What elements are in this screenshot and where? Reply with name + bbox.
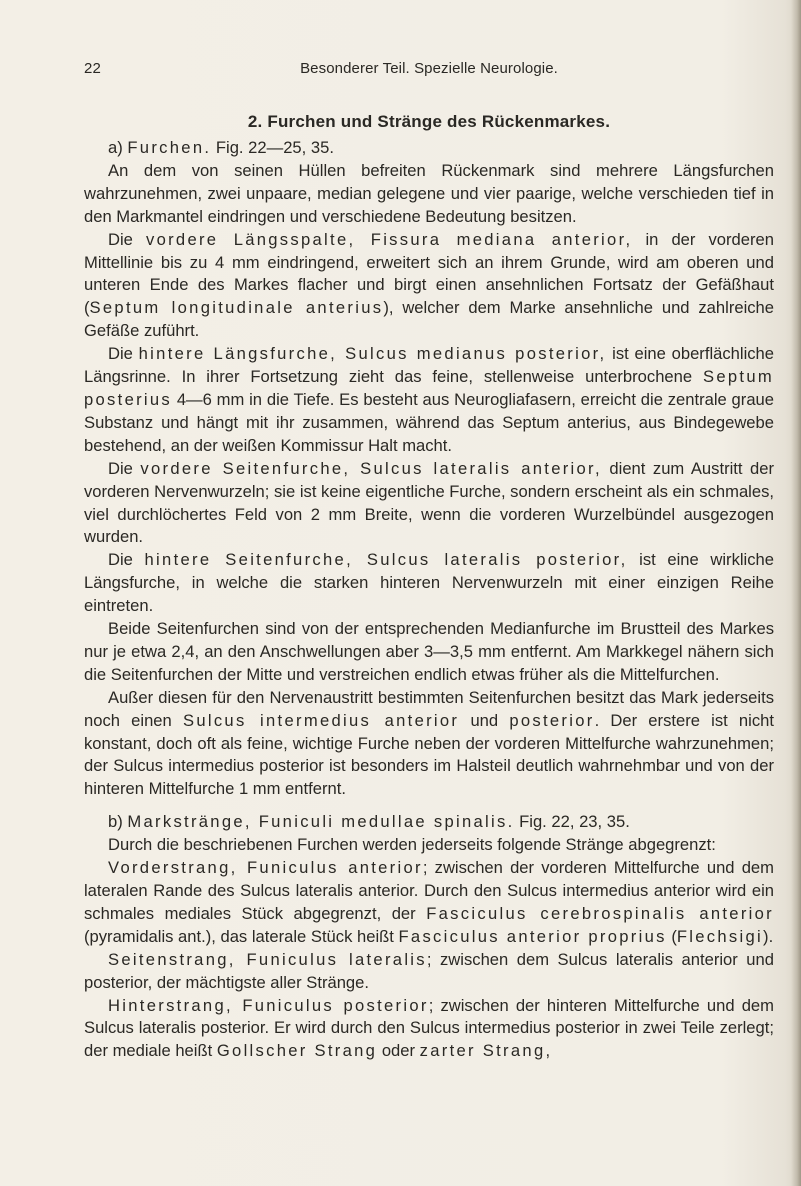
spaced-term: Hinterstrang, Funiculus posterior [108,995,429,1015]
spaced-term: Gollscher Strang [216,1041,378,1061]
paragraph [84,458,774,550]
running-title: Besonderer Teil. Spezielle Neurologie. [300,60,558,77]
text-run: Fig. 22, 23, 35. [514,812,630,832]
text-run: ). [763,926,774,946]
text-run: b) [108,812,128,832]
section-title: 2. Furchen und Stränge des Rückenmarkes. [247,112,611,131]
text-run: 4—6 mm in die Tiefe. Es besteht aus Neurogliafasern, erreicht die zentrale graue Substanz und hängt mit ihr zusammen, während das Septum anterius, aus Bindegewebe bestehend, an der weißen Kommissur Halt macht. [84,389,774,455]
text-run: Die [108,458,141,478]
spaced-term: Furchen. [127,138,212,157]
spaced-term: vordere Längsspalte, Fissura mediana anterior, [145,229,633,249]
paragraph [84,137,774,160]
text-run: (pyramidalis ant.), das laterale Stück heißt [84,926,399,946]
page-number: 22 [84,60,101,77]
text-run: in der vorderen Mittellinie bis zu 4 mm eindringend, erweitert sich an ihrem Grunde, wird am oberen und unteren Ende des Markes flacher und birgt einen ansehnlichen Fortsatz der Gefäßhaut ( [84,229,774,318]
spaced-term: Flechsigi [676,926,764,946]
spaced-term: Fasciculus anterior proprius [398,926,667,946]
text-run: a) [108,138,128,157]
spaced-term: Septum longitudinale anterius [89,298,384,318]
text-run: ; zwischen der vorderen Mittelfurche und dem lateralen Rande des Sulcus lateralis anterior. Durch den Sulcus intermedius anterior wird ein schmales mediales Stück abgegrenzt, der [84,858,774,923]
page-body [84,110,774,1063]
text-run: Die [108,550,145,570]
text-run: An dem von seinen Hüllen befreiten Rückenmark sind mehrere Längsfurchen wahrzunehmen, zwei unpaare, median gelegene und vier paarige, welche verschieden tief in den Markmantel eindringen und verschiedene Bedeutung besitzen. [84,160,774,226]
text-run: Die [108,344,139,364]
spaced-term: Seitenstrang, Funiculus lateralis [108,949,427,969]
text-run: Beide Seitenfurchen sind von der entsprechenden Medianfurche im Brustteil des Markes nur je etwa 2,4, an den Anschwellungen aber 3—3,5 mm entfernt. Am Markkegel nähern sich die Seitenfurchen der Mitte und verstreichen endlich etwas früher als die Mittelfurchen. [84,619,774,684]
paragraph [84,949,774,995]
spaced-term: Sulcus intermedius anterior [182,710,460,730]
text-run: ( [666,926,677,946]
spaced-term: vordere Seitenfurche, Sulcus lateralis anterior, [140,458,602,478]
spaced-term: Fasciculus cerebrospinalis anterior [426,903,774,923]
text-run: Außer diesen für den Nervenaustritt bestimmten Seitenfurchen besitzt das Mark jederseits noch einen [84,687,774,730]
text-run: ist eine wirkliche Längsfurche, in welche die starken hinteren Nervenwurzeln mit einer einzigen Reihe eintreten. [84,550,774,616]
text-run: und [459,710,510,730]
spaced-term: Vorderstrang, Funiculus anterior [108,858,423,878]
text-run: ), welcher dem Marke ansehnliche und zahlreiche Gefäße zuführt. [84,298,775,341]
paragraph [84,549,774,618]
spaced-term: hintere Längsfurche, Sulcus medianus posterior, [138,344,607,364]
paragraph [84,618,774,687]
paragraph [84,229,774,344]
paragraph [84,995,774,1064]
paragraphs [84,137,774,1063]
paragraph [84,857,774,949]
text-run: ist eine oberflächliche Längsrinne. In ihrer Fortsetzung zieht das feine, stellenweise unterbrochene [84,344,775,387]
spaced-term: Markstränge, Funiculi medullae spinalis. [127,812,515,832]
paragraph [84,687,774,802]
spaced-term: zarter Strang, [419,1041,553,1061]
paragraph [84,834,774,857]
text-run: Durch die beschriebenen Furchen werden jederseits folgende Stränge abgegrenzt: [108,835,716,855]
text-run: Fig. 22—25, 35. [211,138,334,157]
text-run: dient zum Austritt der vorderen Nervenwurzeln; sie ist keine eigentliche Furche, sondern erscheint als ein schmales, viel durchlöchertes Feld von 2 mm Breite, wenn die vorderen Wurzelbündel ausgezogen wurden. [84,458,774,547]
text-run: . Der erstere ist nicht konstant, doch oft als feine, wichtige Furche neben der vorderen Mittelfurche wahrzunehmen; der Sulcus intermedius posterior ist besonders im Halsteil deutlich wahrnehmbar und von der hinteren Mittelfurche 1 mm entfernt. [84,710,774,799]
spaced-term: posterior [509,710,595,730]
spaced-term: hintere Seitenfurche, Sulcus lateralis posterior, [144,550,628,570]
text-run: ; zwischen der hinteren Mittelfurche und dem Sulcus lateralis posterior. Er wird durch den Sulcus intermedius posterior in zwei Teile zerlegt; der mediale heißt [84,995,774,1061]
paragraph [84,811,774,834]
paragraph [84,343,774,458]
page-edge-shadow [791,0,801,1186]
paragraph [84,160,774,229]
spaced-term: Septum posterius [84,367,774,409]
text-run: Die [108,229,146,249]
text-run: ; zwischen dem Sulcus lateralis anterior und posterior, der mächtigste aller Stränge. [84,949,774,992]
text-run: oder [377,1041,420,1061]
